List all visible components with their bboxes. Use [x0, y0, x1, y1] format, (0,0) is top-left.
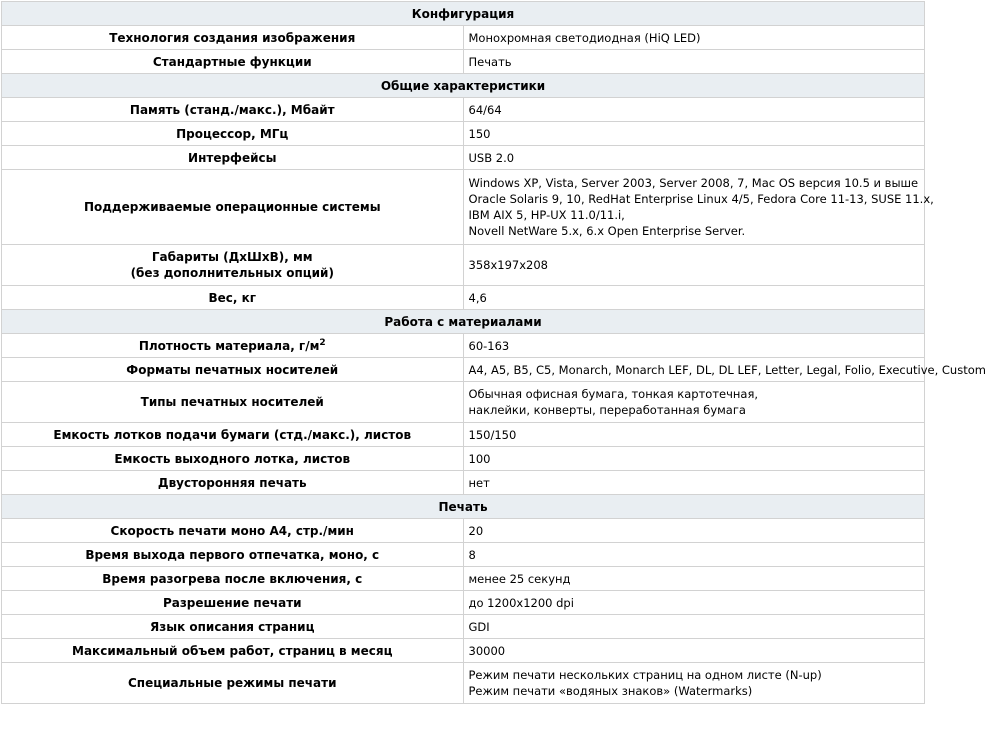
- spec-value-line: менее 25 секунд: [468, 571, 571, 586]
- spec-label-text: Специальные режимы печати: [127, 676, 337, 690]
- spec-value-line: Режим печати «водяных знаков» (Watermarks): [468, 684, 753, 698]
- spec-row: [2, 447, 925, 471]
- spec-value: [463, 591, 925, 615]
- spec-row: [2, 663, 925, 704]
- spec-label: [2, 286, 464, 310]
- spec-row: [2, 543, 925, 567]
- spec-label-superscript: 2: [319, 337, 326, 348]
- spec-row: [2, 423, 925, 447]
- spec-label-text: Типы печатных носителей: [140, 395, 324, 409]
- spec-value: [463, 519, 925, 543]
- section-header-row: [2, 74, 925, 98]
- spec-label-text: Процессор, МГц: [176, 126, 289, 141]
- spec-value-line: 64/64: [468, 102, 502, 117]
- spec-value-line: Монохромная светодиодная (HiQ LED): [468, 30, 701, 45]
- section-title: Работа с материалами: [2, 310, 925, 334]
- spec-value: [463, 26, 925, 50]
- spec-value-line: Режим печати нескольких страниц на одном листе (N-up): [468, 668, 822, 682]
- spec-value-line: Windows XP, Vista, Server 2003, Server 2008, 7, Mac OS версия 10.5 и выше: [468, 176, 919, 190]
- spec-label-text: Двусторонняя печать: [157, 475, 307, 490]
- spec-value-line: 100: [468, 451, 491, 466]
- spec-value-line: IBM AIX 5, HP-UX 11.0/11.i,: [468, 208, 625, 222]
- spec-row: [2, 382, 925, 423]
- spec-value: [463, 471, 925, 495]
- spec-label-text: Вес, кг: [208, 290, 257, 305]
- spec-value: [463, 567, 925, 591]
- spec-row: [2, 639, 925, 663]
- spec-row: [2, 358, 925, 382]
- spec-value: [463, 639, 925, 663]
- spec-value: [463, 382, 925, 423]
- spec-label-text: Стандартные функции: [152, 54, 312, 69]
- spec-value-line: 4,6: [468, 290, 487, 305]
- spec-label: [2, 146, 464, 170]
- spec-value-line: 60-163: [468, 338, 510, 353]
- spec-value: [463, 663, 925, 704]
- section-title: Печать: [2, 495, 925, 519]
- spec-row: [2, 98, 925, 122]
- spec-row: [2, 567, 925, 591]
- spec-value: [463, 170, 934, 245]
- spec-label: [2, 543, 464, 567]
- spec-label-text: Форматы печатных носителей: [126, 362, 339, 377]
- spec-value-line: 20: [468, 523, 484, 538]
- spec-value-line: 358x197x208: [468, 258, 548, 272]
- spec-value-line: GDI: [468, 619, 490, 634]
- section-title: Общие характеристики: [2, 74, 925, 98]
- spec-row: [2, 591, 925, 615]
- section-header-row: [2, 310, 925, 334]
- spec-label: [2, 423, 464, 447]
- spec-label-text: Габариты (ДхШхВ), мм: [151, 250, 313, 264]
- spec-value-line: 30000: [468, 643, 506, 658]
- spec-row: [2, 615, 925, 639]
- spec-row: [2, 334, 925, 358]
- spec-label-text: Разрешение печати: [162, 595, 302, 610]
- spec-value-line: 150: [468, 126, 491, 141]
- spec-label-text: Максимальный объем работ, страниц в месяц: [72, 643, 393, 658]
- spec-label: [2, 471, 464, 495]
- spec-label-text: Емкость выходного лотка, листов: [114, 451, 351, 466]
- spec-label: [2, 663, 464, 704]
- spec-value: [463, 447, 925, 471]
- spec-label-text: Емкость лотков подачи бумаги (стд./макс.), листов: [53, 427, 412, 442]
- spec-value-line: Печать: [468, 54, 512, 69]
- spec-value-line: USB 2.0: [468, 150, 515, 165]
- spec-label: [2, 591, 464, 615]
- spec-label-text: Память (станд./макс.), Мбайт: [129, 102, 335, 117]
- spec-label-text: Время выхода первого отпечатка, моно, с: [85, 547, 380, 562]
- spec-value-line: Novell NetWare 5.x, 6.x Open Enterprise Server.: [468, 224, 746, 238]
- spec-value: [463, 245, 925, 286]
- spec-label-text: Интерфейсы: [188, 150, 277, 165]
- spec-label: [2, 358, 464, 382]
- spec-value: [463, 286, 925, 310]
- spec-value-line: 150/150: [468, 427, 517, 442]
- spec-value: [463, 543, 925, 567]
- spec-value-line: нет: [468, 475, 490, 490]
- spec-label: [2, 382, 464, 423]
- section-title: Конфигурация: [2, 2, 925, 26]
- spec-value-line: до 1200x1200 dpi: [468, 595, 574, 610]
- spec-label-text: Плотность материала, г/м: [138, 338, 320, 353]
- spec-row: [2, 146, 925, 170]
- spec-row: [2, 286, 925, 310]
- spec-value: [463, 358, 986, 382]
- spec-label-text: Скорость печати моно А4, стр./мин: [110, 523, 354, 538]
- spec-label: [2, 519, 464, 543]
- spec-table: [1, 1, 986, 704]
- spec-value-line: наклейки, конверты, переработанная бумага: [468, 403, 746, 417]
- spec-label-note: (без дополнительных опций): [130, 266, 334, 280]
- spec-label-text: Язык описания страниц: [150, 619, 315, 634]
- spec-table-body: [2, 2, 986, 704]
- spec-label: [2, 639, 464, 663]
- spec-label: [2, 334, 464, 358]
- spec-label: [2, 170, 464, 245]
- spec-label: [2, 245, 464, 286]
- spec-row: [2, 122, 925, 146]
- spec-row: [2, 170, 925, 245]
- spec-row: [2, 471, 925, 495]
- spec-value: [463, 423, 925, 447]
- spec-value-line: Обычная офисная бумага, тонкая картотечная,: [468, 387, 759, 401]
- spec-value: [463, 50, 925, 74]
- spec-label: [2, 447, 464, 471]
- spec-label-text: Время разогрева после включения, с: [102, 571, 363, 586]
- spec-value-line: 8: [468, 547, 476, 562]
- spec-row: [2, 26, 925, 50]
- spec-label-text: Поддерживаемые операционные системы: [83, 200, 381, 214]
- spec-label: [2, 122, 464, 146]
- spec-label: [2, 567, 464, 591]
- spec-label: [2, 50, 464, 74]
- spec-row: [2, 245, 925, 286]
- spec-value: [463, 146, 925, 170]
- spec-value: [463, 122, 925, 146]
- spec-label: [2, 26, 464, 50]
- spec-label-text: Технология создания изображения: [109, 30, 356, 45]
- spec-value-line: A4, A5, B5, C5, Monarch, Monarch LEF, DL, DL LEF, Letter, Legal, Folio, Executive, Custom: [468, 362, 986, 377]
- section-header-row: [2, 2, 925, 26]
- section-header-row: [2, 495, 925, 519]
- spec-value: [463, 334, 925, 358]
- spec-value: [463, 615, 925, 639]
- spec-label: [2, 98, 464, 122]
- spec-row: [2, 519, 925, 543]
- spec-row: [2, 50, 925, 74]
- spec-value: [463, 98, 925, 122]
- spec-label: [2, 615, 464, 639]
- spec-value-line: Oracle Solaris 9, 10, RedHat Enterprise Linux 4/5, Fedora Core 11-13, SUSE 11.x,: [468, 192, 934, 206]
